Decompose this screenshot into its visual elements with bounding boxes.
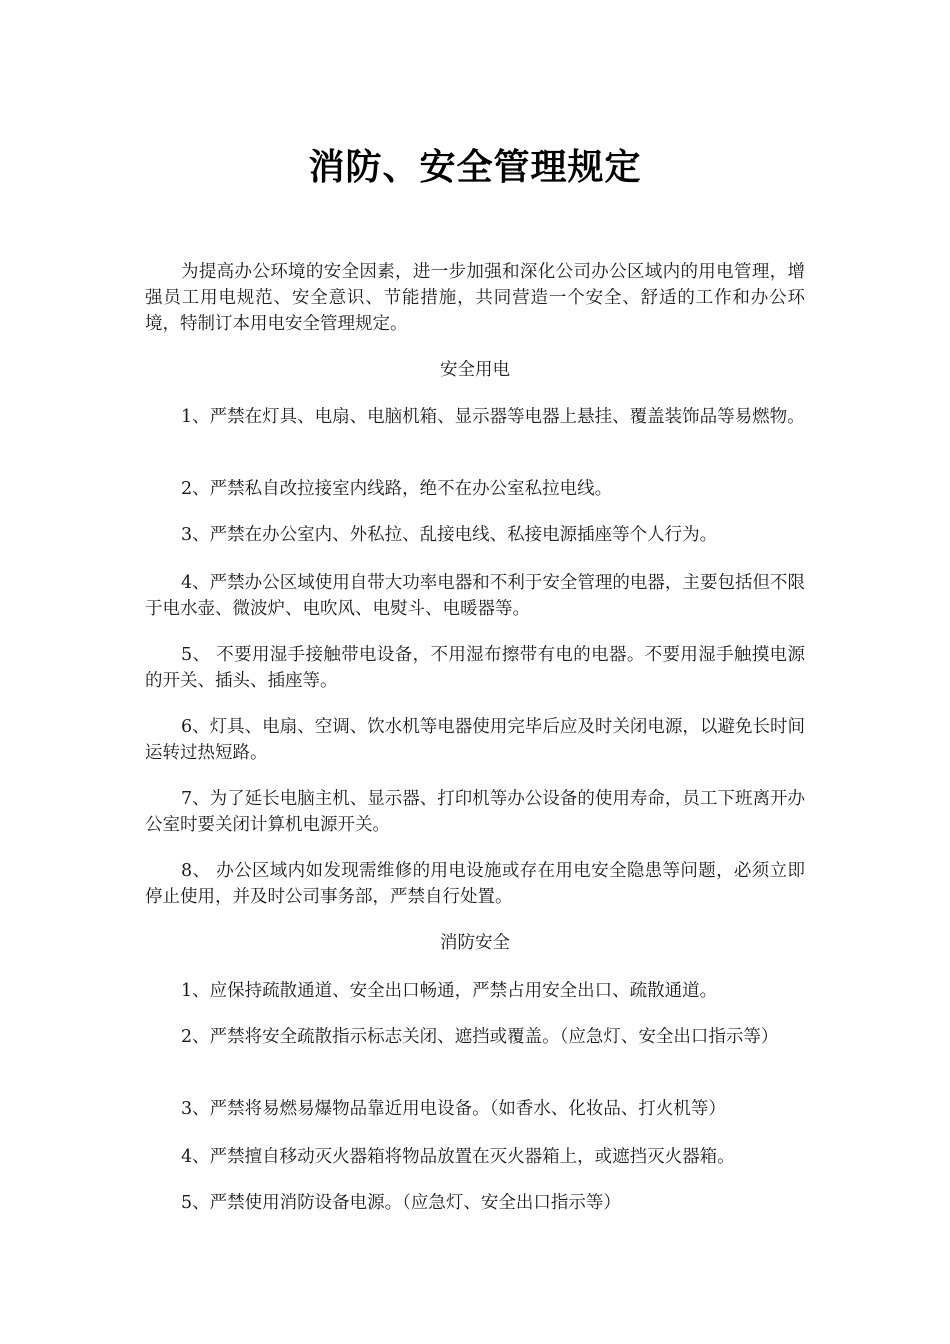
page-title: 消防、安全管理规定 <box>308 147 642 188</box>
fire-item-5: 5、严禁使用消防设备电源。（应急灯、安全出口指示等） <box>181 1193 621 1213</box>
intro-paragraph: 为提高办公环境的安全因素，进一步加强和深化公司办公区域内的用电管理，增强员工用电规范、安全意识、节能措施，共同营造一个安全、舒适的工作和办公环境，特制订本用电安全管理规定。 <box>145 262 805 334</box>
electrical-item-2: 2、严禁私自改拉接室内线路，绝不在办公室私拉电线。 <box>181 479 613 499</box>
electrical-item-3: 3、严禁在办公室内、外私拉、乱接电线、私接电源插座等个人行为。 <box>181 525 718 545</box>
electrical-item-7: 7、为了延长电脑主机、显示器、打印机等办公设备的使用寿命，员工下班离开办公室时要关闭计算机电源开关。 <box>145 789 805 835</box>
fire-item-3: 3、严禁将易燃易爆物品靠近用电设备。（如香水、化妆品、打火机等） <box>181 1099 726 1119</box>
electrical-item-6: 6、灯具、电扇、空调、饮水机等电器使用完毕后应及时关闭电源，以避免长时间运转过热短路。 <box>145 717 805 763</box>
electrical-item-1: 1、严禁在灯具、电扇、电脑机箱、显示器等电器上悬挂、覆盖装饰品等易燃物。 <box>181 407 805 427</box>
electrical-item-4: 4、严禁办公区域使用自带大功率电器和不利于安全管理的电器，主要包括但不限于电水壶、微波炉、电吹风、电熨斗、电暖器等。 <box>145 573 805 619</box>
section-heading-electrical: 安全用电 <box>440 360 510 380</box>
section-heading-fire: 消防安全 <box>440 933 510 953</box>
fire-item-1: 1、应保持疏散通道、安全出口畅通，严禁占用安全出口、疏散通道。 <box>181 981 718 1001</box>
electrical-item-5: 5、 不要用湿手接触带电设备，不用湿布擦带有电的电器。不要用湿手触摸电源的开关、插头、插座等。 <box>145 645 805 691</box>
fire-item-4: 4、严禁擅自移动灭火器箱将物品放置在灭火器箱上，或遮挡灭火器箱。 <box>181 1147 735 1167</box>
electrical-item-8: 8、 办公区域内如发现需维修的用电设施或存在用电安全隐患等问题，必须立即停止使用，并及时公司事务部，严禁自行处置。 <box>145 861 805 907</box>
fire-item-2: 2、严禁将安全疏散指示标志关闭、遮挡或覆盖。（应急灯、安全出口指示等） <box>181 1027 779 1047</box>
